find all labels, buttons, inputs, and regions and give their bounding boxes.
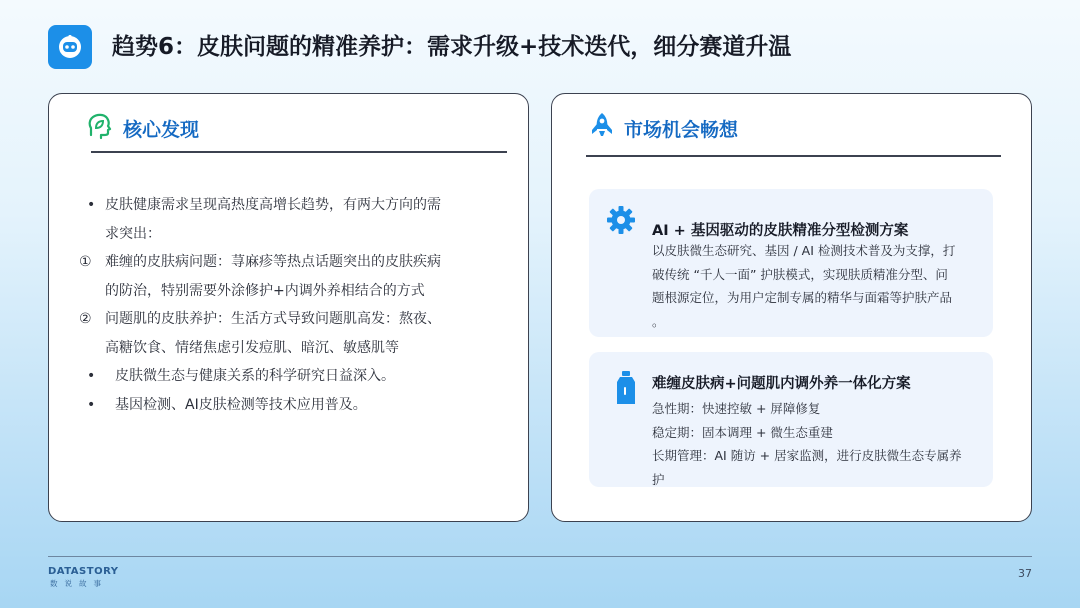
panel-body <box>652 239 980 333</box>
panel-line: 。 <box>652 313 665 329</box>
list-item <box>79 305 504 362</box>
bullet-marker: • <box>87 197 96 213</box>
core-findings-header <box>85 112 199 144</box>
finding-line: 问题肌的皮肤养护：生活方式导致问题肌高发：熬夜、 <box>105 311 441 327</box>
finding-line: 高糖饮食、情绪焦虑引发痘肌、暗沉、敏感肌等 <box>105 339 399 356</box>
bullet-marker: • <box>87 396 96 413</box>
findings-list <box>79 191 504 419</box>
panel-line: 长期管理：AI 随访 + 居家监测，进行皮肤微生态专属养 <box>652 448 962 463</box>
gear-icon <box>606 205 636 235</box>
number-marker: ① <box>79 254 92 270</box>
panel-body <box>652 397 980 491</box>
bullet-marker: • <box>87 368 96 384</box>
list-item <box>79 362 504 391</box>
panel-line: 急性期：快速控敏 + 屏障修复 <box>652 401 821 416</box>
footer-brand <box>48 566 118 589</box>
divider <box>586 155 1001 157</box>
core-findings-title: 核心发现 <box>123 118 200 141</box>
finding-line: 难缠的皮肤病问题：荨麻疹等热点话题突出的皮肤疾病 <box>105 254 441 270</box>
panel-line: 以皮肤微生态研究、基因 / AI 检测技术普及为支撑，打 <box>652 243 956 258</box>
divider <box>91 151 507 153</box>
panel-line: 稳定期：固本调理 + 微生态重建 <box>652 424 833 440</box>
panel-title: AI + 基因驱动的皮肤精准分型检测方案 <box>652 223 909 239</box>
brand-subtitle: 数说故事 <box>50 579 108 588</box>
number-marker: ② <box>79 311 92 327</box>
core-findings-card <box>48 93 529 522</box>
finding-line: 皮肤微生态与健康关系的科学研究日益深入。 <box>115 368 395 384</box>
rocket-icon <box>588 111 616 145</box>
list-item <box>79 391 504 420</box>
list-item <box>79 191 504 248</box>
finding-line: 基因检测、AI皮肤检测等技术应用普及。 <box>115 396 367 413</box>
list-item <box>79 248 504 305</box>
opportunity-panel <box>589 352 993 487</box>
brand-name: DATASTORY <box>48 566 119 577</box>
bottle-icon <box>615 370 637 406</box>
footer-divider <box>48 556 1032 557</box>
panel-line: 破传统 “千人一面” 护肤模式，实现肤质精准分型、问 <box>652 266 948 282</box>
head-with-leaf-icon <box>85 111 115 145</box>
page-title: 趋势6：皮肤问题的精准养护：需求升级+技术迭代，细分赛道升温 <box>112 34 792 60</box>
market-opportunity-title: 市场机会畅想 <box>624 118 739 141</box>
finding-line: 皮肤健康需求呈现高热度高增长趋势，有两大方向的需 <box>105 197 441 213</box>
finding-line: 求突出： <box>105 225 161 242</box>
brand-logo-icon <box>48 25 92 69</box>
page-number: 37 <box>1018 567 1032 580</box>
finding-line: 的防治，特别需要外涂修护+内调外养相结合的方式 <box>105 282 425 299</box>
opportunity-panel <box>589 189 993 337</box>
panel-line: 护 <box>652 471 665 487</box>
market-opportunity-header <box>588 112 738 144</box>
panel-title: 难缠皮肤病+问题肌内调外养一体化方案 <box>652 376 911 392</box>
panel-line: 题根源定位，为用户定制专属的精华与面霜等护肤产品 <box>652 290 953 305</box>
market-opportunity-card <box>551 93 1032 522</box>
